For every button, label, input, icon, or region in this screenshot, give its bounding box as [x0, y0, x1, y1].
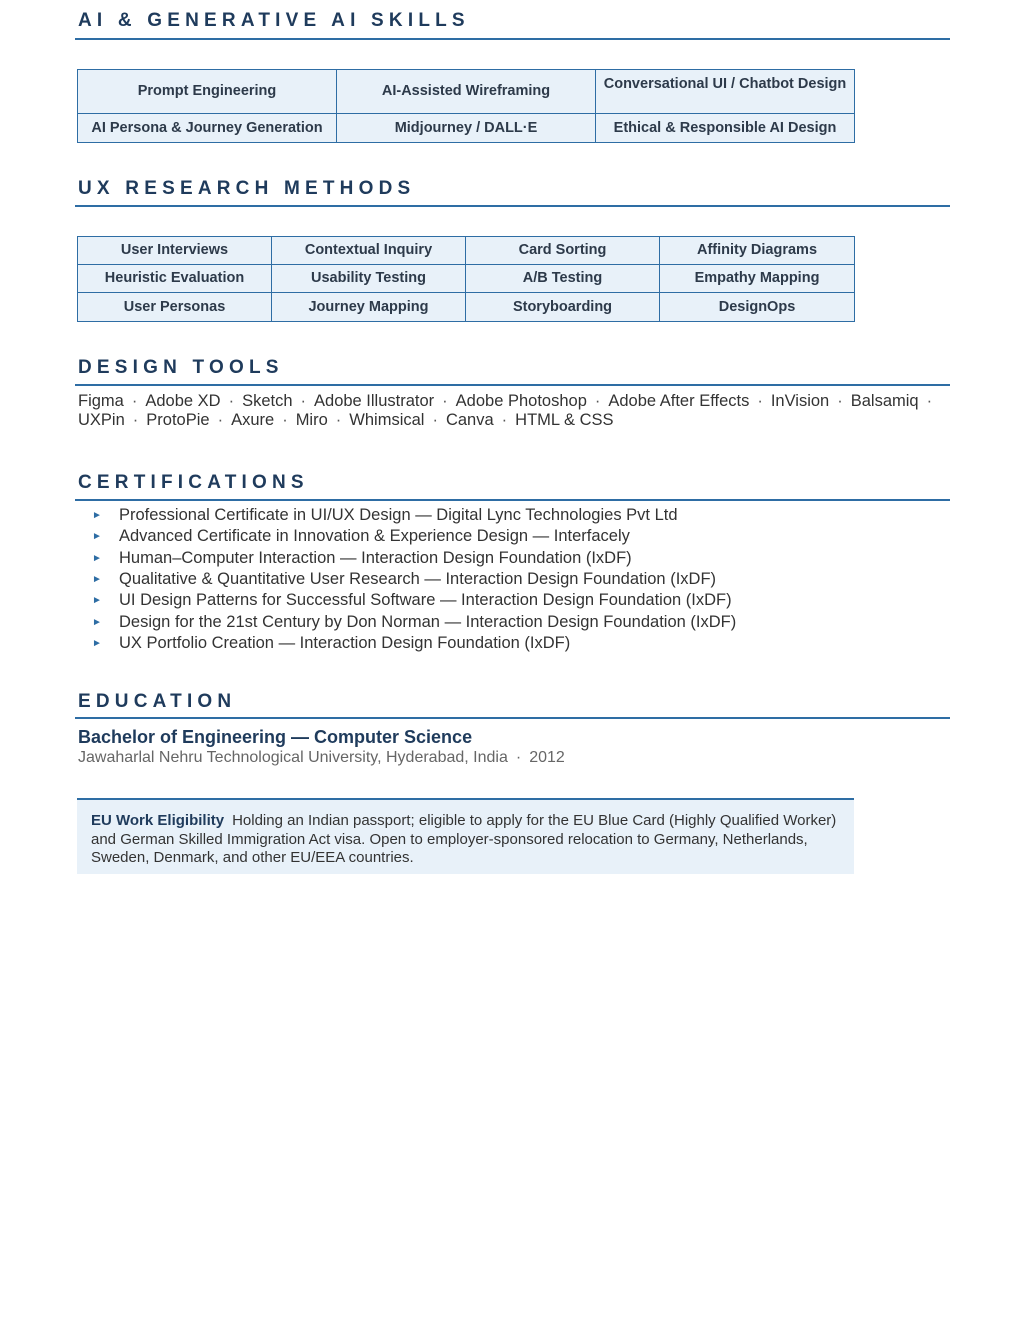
ux-method-cell: Storyboarding	[466, 293, 660, 321]
certifications-list	[92, 505, 736, 654]
tool-name: Adobe XD	[145, 392, 221, 410]
tool-separator: ·	[335, 411, 342, 429]
tool-name: Sketch	[242, 392, 293, 410]
certification-text: Advanced Certificate in Innovation & Experience Design — Interfacely	[119, 527, 630, 546]
ux-research-heading: UX RESEARCH METHODS	[78, 178, 416, 199]
design-tools-line-2	[78, 411, 958, 430]
design-tools-line-1	[78, 392, 958, 411]
ux-method-cell: User Interviews	[78, 237, 272, 265]
tool-separator: ·	[926, 392, 933, 410]
tool-separator: ·	[442, 392, 448, 410]
ai-skill-cell: Ethical & Responsible AI Design	[613, 119, 837, 136]
tool-name: InVision	[770, 392, 830, 410]
certification-text: UI Design Patterns for Successful Software — Interaction Design Foundation (IxDF)	[119, 591, 732, 610]
triangle-bullet-icon: ►	[92, 531, 102, 543]
ux-research-table	[77, 236, 855, 322]
design-tools-list	[78, 392, 958, 430]
design-tools-divider	[75, 384, 950, 386]
tool-name: Adobe After Effects	[608, 392, 750, 410]
ux-research-divider	[75, 205, 950, 207]
certification-text: Human–Computer Interaction — Interaction Design Foundation (IxDF)	[119, 548, 632, 567]
tool-separator: ·	[132, 411, 139, 429]
tool-name: UXPin	[78, 411, 125, 429]
tool-name: Figma	[78, 392, 124, 410]
tool-separator: ·	[501, 411, 508, 429]
ux-method-cell: Empathy Mapping	[660, 265, 854, 293]
triangle-bullet-icon: ►	[92, 595, 102, 607]
list-item	[92, 590, 736, 611]
tool-name: HTML & CSS	[515, 411, 614, 429]
ux-method-cell: A/B Testing	[466, 265, 660, 293]
degree-title: Bachelor of Engineering — Computer Science	[78, 727, 473, 747]
tool-name: Whimsical	[349, 411, 425, 429]
eu-eligibility-callout	[77, 798, 854, 874]
tool-separator: ·	[594, 392, 601, 410]
ux-method-cell: Card Sorting	[466, 237, 660, 265]
tool-separator: ·	[432, 411, 438, 429]
list-item	[92, 505, 736, 526]
school-name: Jawaharlal Nehru Technological University, Hyderabad, India	[78, 749, 508, 766]
certifications-heading: CERTIFICATIONS	[78, 472, 309, 493]
triangle-bullet-icon: ►	[92, 637, 102, 649]
eu-eligibility-text: Holding an Indian passport; eligible to apply for the EU Blue Card (Highly Qualified Worker) and German Skilled Immigration Act visa. Open to employer-sponsored relocation to Germany, Netherlands, Sweden, Denmark, and other EU/EEA countries.	[91, 812, 837, 866]
ai-skill-cell: AI Persona & Journey Generation	[78, 114, 337, 142]
ai-skill-cell: Prompt Engineering	[78, 70, 337, 114]
school-separator: ·	[515, 749, 522, 766]
tool-name: Miro	[295, 411, 328, 429]
ai-skills-heading: AI & GENERATIVE AI SKILLS	[78, 10, 470, 31]
education-heading: EDUCATION	[78, 691, 237, 712]
triangle-bullet-icon: ►	[92, 510, 102, 522]
tool-separator: ·	[300, 392, 307, 410]
ux-method-cell: Contextual Inquiry	[272, 237, 466, 265]
list-item	[92, 548, 736, 569]
certifications-divider	[75, 499, 950, 501]
ai-skill-cell: Conversational UI / Chatbot Design	[596, 70, 854, 114]
ai-skills-table	[77, 69, 855, 143]
tool-name: Adobe Illustrator	[314, 392, 435, 410]
ux-method-cell: User Personas	[78, 293, 272, 321]
eu-eligibility-label: EU Work Eligibility	[91, 812, 225, 829]
certification-text: Design for the 21st Century by Don Norman — Interaction Design Foundation (IxDF)	[119, 612, 737, 631]
triangle-bullet-icon: ►	[92, 552, 102, 564]
ai-skill-cell: Midjourney / DALL·E	[337, 114, 596, 142]
tool-name: Canva	[445, 411, 494, 429]
ux-method-cell: Affinity Diagrams	[660, 237, 854, 265]
tool-separator: ·	[837, 392, 843, 410]
ux-method-cell: Usability Testing	[272, 265, 466, 293]
tool-name: Axure	[231, 411, 275, 429]
triangle-bullet-icon: ►	[92, 616, 102, 628]
ai-skill-cell: AI-Assisted Wireframing	[337, 70, 596, 114]
certification-text: Qualitative & Quantitative User Research — Interaction Design Foundation (IxDF)	[119, 570, 717, 589]
tool-separator: ·	[228, 392, 235, 410]
tool-separator: ·	[131, 392, 138, 410]
ux-method-cell: Heuristic Evaluation	[78, 265, 272, 293]
tool-separator: ·	[282, 411, 288, 429]
education-divider	[75, 717, 950, 719]
ai-skills-divider	[75, 38, 950, 40]
list-item	[92, 569, 736, 590]
certification-text: UX Portfolio Creation — Interaction Design Foundation (IxDF)	[119, 633, 571, 652]
tool-separator: ·	[757, 392, 763, 410]
tool-name: Balsamiq	[850, 392, 919, 410]
tool-name: ProtoPie	[146, 411, 210, 429]
list-item	[92, 633, 736, 654]
tool-name: Adobe Photoshop	[455, 392, 587, 410]
list-item	[92, 611, 736, 632]
graduation-year: 2012	[529, 749, 565, 766]
certification-text: Professional Certificate in UI/UX Design — Digital Lync Technologies Pvt Ltd	[119, 506, 678, 525]
tool-separator: ·	[217, 411, 224, 429]
school-line	[78, 749, 565, 767]
triangle-bullet-icon: ►	[92, 574, 102, 586]
design-tools-heading: DESIGN TOOLS	[78, 357, 284, 378]
ux-method-cell: Journey Mapping	[272, 293, 466, 321]
ux-method-cell: DesignOps	[718, 298, 796, 315]
list-item	[92, 526, 736, 547]
